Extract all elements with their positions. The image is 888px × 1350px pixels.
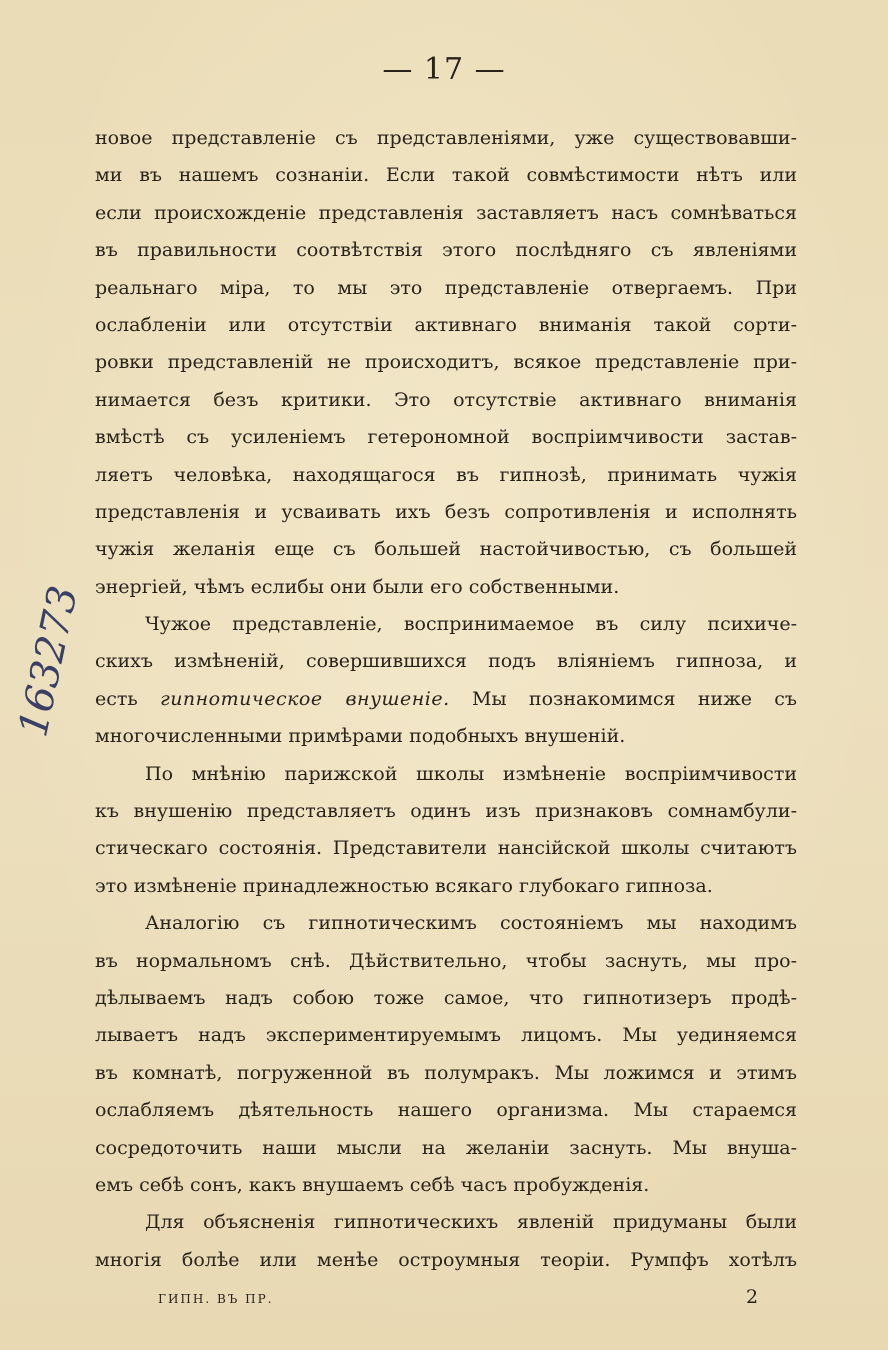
text-line: въ правильности соотвѣтствія этого послѣдняго съ явленіями <box>95 239 797 262</box>
text-line: По мнѣнію парижской школы измѣненіе воспріимчивости <box>145 762 797 785</box>
paragraph-3 <box>95 756 797 906</box>
text-line: многочисленными примѣрами подобныхъ внушеній. <box>95 725 626 748</box>
text-line: Чужое представленіе, воспринимаемое въ силу психиче- <box>145 613 797 636</box>
text-line: это измѣненіе принадлежностью всякаго глубокаго гипноза. <box>95 874 713 897</box>
text-line: стическаго состоянія. Представители нансійской школы считаютъ <box>95 837 797 860</box>
text-line: если происхожденіе представленія заставляетъ насъ сомнѣваться <box>95 201 797 224</box>
text-line: нимается безъ критики. Это отсутствіе активнаго вниманія <box>95 388 797 411</box>
text-line: емъ себѣ сонъ, какъ внушаемъ себѣ часъ пробужденія. <box>95 1173 650 1196</box>
text-line: Аналогію съ гипнотическимъ состояніемъ мы находимъ <box>145 912 797 935</box>
text-line: энергіей, чѣмъ еслибы они были его собственными. <box>95 575 620 598</box>
page-number: — 17 — <box>382 52 506 87</box>
text-line: реальнаго міра, то мы это представленіе отвергаемъ. При <box>95 276 797 299</box>
text-line: сосредоточить наши мысли на желаніи заснуть. Мы внуша- <box>95 1136 797 1159</box>
paragraph-2 <box>95 606 797 756</box>
text-line: къ внушенію представляетъ одинъ изъ признаковъ сомнамбули- <box>95 800 797 823</box>
body-text <box>95 120 797 1279</box>
text-line: вмѣстѣ съ усиленіемъ гетерономной воспріимчивости застав- <box>95 426 797 449</box>
text-line: ослабленіи или отсутствіи активнаго вниманія такой сорти- <box>95 313 797 336</box>
text-line: ровки представленій не происходитъ, всякое представленіе при- <box>95 351 797 374</box>
text-run: есть <box>95 687 161 710</box>
text-line-with-emphasis <box>95 681 797 718</box>
signature-mark: ГИПН. ВЪ ПР. <box>158 1292 274 1306</box>
text-line: Для объясненія гипнотическихъ явленій придуманы были <box>145 1211 797 1234</box>
text-line: ми въ нашемъ сознаніи. Если такой совмѣстимости нѣтъ или <box>95 164 797 187</box>
text-line: представленія и усваивать ихъ безъ сопротивленія и исполнять <box>95 500 797 523</box>
text-line: новое представленіе съ представленіями, уже существовавши- <box>95 127 797 149</box>
shelfmark-text: 163273 <box>10 581 88 741</box>
emphasized-term: гипнотическое внушеніе. <box>160 687 450 710</box>
text-line: ослабляемъ дѣятельность нашего организма. Мы стараемся <box>95 1099 797 1122</box>
text-line: въ комнатѣ, погруженной въ полумракъ. Мы ложимся и этимъ <box>95 1061 797 1084</box>
text-line: въ нормальномъ снѣ. Дѣйствительно, чтобы заснуть, мы про- <box>95 949 797 972</box>
text-line: чужія желанія еще съ большей настойчивостью, съ большей <box>95 538 797 561</box>
text-line: дѣлываемъ надъ собою тоже самое, что гипнотизеръ продѣ- <box>95 986 797 1009</box>
text-line: скихъ измѣненій, совершившихся подъ вліяніемъ гипноза, и <box>95 650 797 673</box>
text-line: ляетъ человѣка, находящагося въ гипнозѣ, принимать чужія <box>95 463 797 486</box>
sheet-number: 2 <box>746 1286 759 1308</box>
paragraph-4 <box>95 905 797 1204</box>
text-line: многія болѣе или менѣе остроумныя теоріи. Румпфъ хотѣлъ <box>95 1248 797 1271</box>
paragraph-1 <box>95 120 797 606</box>
text-line: лываетъ надъ экспериментируемымъ лицомъ. Мы уединяемся <box>95 1024 797 1047</box>
paragraph-5 <box>95 1204 797 1279</box>
handwritten-shelfmark <box>2 560 92 760</box>
text-run: Мы познакомимся ниже съ <box>449 687 798 710</box>
